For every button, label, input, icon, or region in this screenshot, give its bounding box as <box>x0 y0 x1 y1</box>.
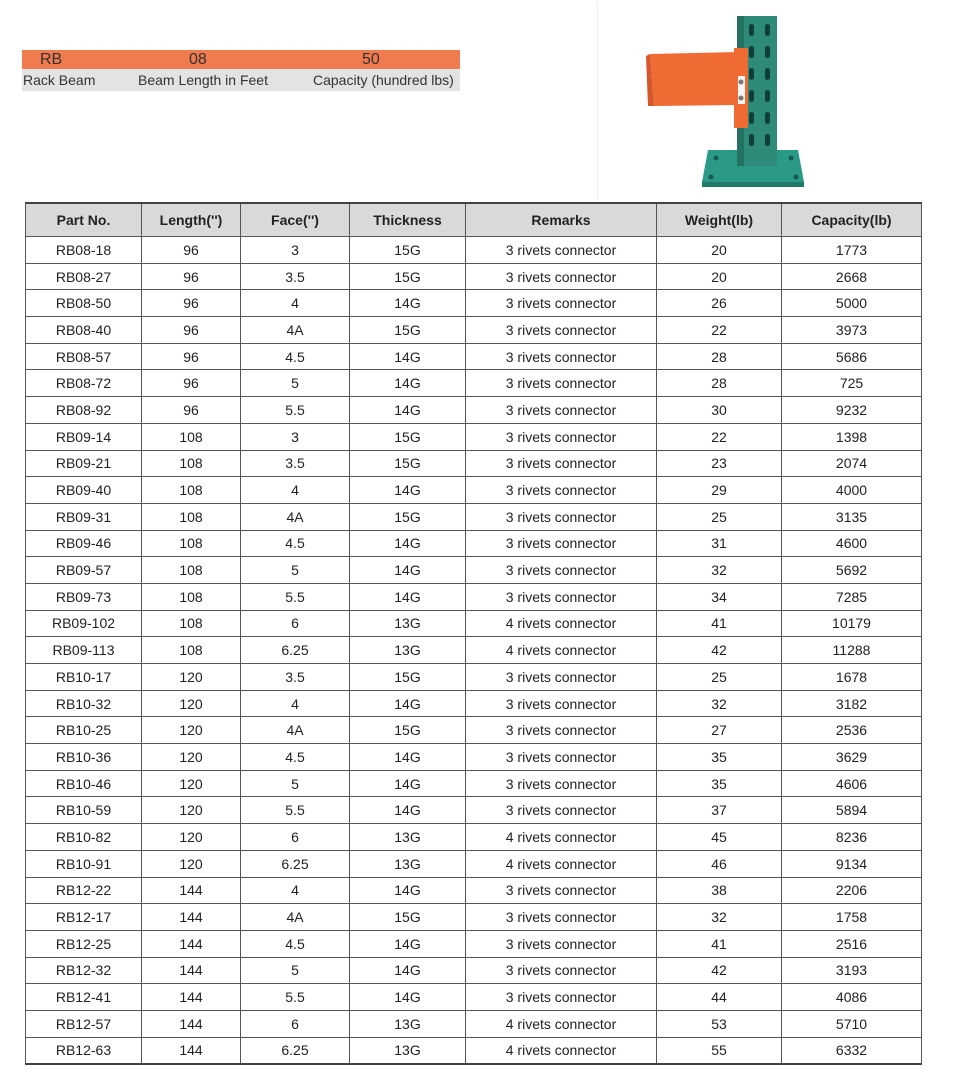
table-row <box>26 770 922 797</box>
weight-cell: 22 <box>657 423 782 450</box>
part-no-cell: RB12-63 <box>26 1037 142 1064</box>
table-row <box>26 1010 922 1037</box>
rack-beam-spec-table <box>25 202 922 1065</box>
table-row <box>26 637 922 664</box>
weight-cell: 55 <box>657 1037 782 1064</box>
capacity-cell: 2668 <box>782 263 922 290</box>
weight-cell: 25 <box>657 503 782 530</box>
col-header-part-no: Part No. <box>26 203 142 237</box>
part-no-cell: RB08-50 <box>26 290 142 317</box>
weight-cell: 41 <box>657 610 782 637</box>
face-cell: 4A <box>241 503 350 530</box>
thickness-cell: 13G <box>350 1010 466 1037</box>
remarks-cell: 3 rivets connector <box>466 797 657 824</box>
part-no-cell: RB08-40 <box>26 317 142 344</box>
length-cell: 96 <box>142 237 241 264</box>
length-cell: 108 <box>142 530 241 557</box>
legend-code-capacity: 50 <box>362 50 380 68</box>
length-cell: 108 <box>142 557 241 584</box>
thickness-cell: 13G <box>350 610 466 637</box>
face-cell: 6 <box>241 610 350 637</box>
table-header-row <box>26 203 922 237</box>
face-cell: 3.5 <box>241 263 350 290</box>
table-row <box>26 984 922 1011</box>
table-row <box>26 557 922 584</box>
table-row <box>26 290 922 317</box>
length-cell: 120 <box>142 664 241 691</box>
remarks-cell: 3 rivets connector <box>466 477 657 504</box>
capacity-cell: 10179 <box>782 610 922 637</box>
length-cell: 144 <box>142 904 241 931</box>
thickness-cell: 15G <box>350 717 466 744</box>
col-header-face: Face('') <box>241 203 350 237</box>
part-no-cell: RB08-27 <box>26 263 142 290</box>
table-row <box>26 744 922 771</box>
col-header-capacity: Capacity(lb) <box>782 203 922 237</box>
part-no-cell: RB12-41 <box>26 984 142 1011</box>
weight-cell: 38 <box>657 877 782 904</box>
table-row <box>26 423 922 450</box>
thickness-cell: 14G <box>350 343 466 370</box>
face-cell: 3 <box>241 423 350 450</box>
part-no-cell: RB10-59 <box>26 797 142 824</box>
thickness-cell: 14G <box>350 930 466 957</box>
table-row <box>26 610 922 637</box>
remarks-cell: 3 rivets connector <box>466 317 657 344</box>
thickness-cell: 14G <box>350 557 466 584</box>
thickness-cell: 13G <box>350 1037 466 1064</box>
thickness-cell: 14G <box>350 984 466 1011</box>
thickness-cell: 15G <box>350 263 466 290</box>
table-row <box>26 237 922 264</box>
weight-cell: 37 <box>657 797 782 824</box>
thickness-cell: 13G <box>350 637 466 664</box>
part-no-cell: RB08-18 <box>26 237 142 264</box>
table-row <box>26 370 922 397</box>
thickness-cell: 14G <box>350 797 466 824</box>
capacity-cell: 4606 <box>782 770 922 797</box>
length-cell: 108 <box>142 450 241 477</box>
table-row <box>26 503 922 530</box>
face-cell: 6 <box>241 824 350 851</box>
weight-cell: 25 <box>657 664 782 691</box>
weight-cell: 26 <box>657 290 782 317</box>
part-no-cell: RB09-57 <box>26 557 142 584</box>
part-no-cell: RB09-73 <box>26 583 142 610</box>
face-cell: 4A <box>241 317 350 344</box>
weight-cell: 28 <box>657 343 782 370</box>
length-cell: 108 <box>142 477 241 504</box>
weight-cell: 23 <box>657 450 782 477</box>
capacity-cell: 9134 <box>782 850 922 877</box>
face-cell: 4.5 <box>241 343 350 370</box>
legend-code-series: RB <box>40 50 63 68</box>
part-no-cell: RB10-36 <box>26 744 142 771</box>
table-row <box>26 717 922 744</box>
legend-code-length: 08 <box>189 50 207 68</box>
face-cell: 4.5 <box>241 530 350 557</box>
remarks-cell: 4 rivets connector <box>466 610 657 637</box>
face-cell: 5 <box>241 957 350 984</box>
col-header-length: Length('') <box>142 203 241 237</box>
capacity-cell: 7285 <box>782 583 922 610</box>
face-cell: 5.5 <box>241 797 350 824</box>
length-cell: 144 <box>142 957 241 984</box>
table-row <box>26 450 922 477</box>
remarks-cell: 3 rivets connector <box>466 370 657 397</box>
part-no-cell: RB10-25 <box>26 717 142 744</box>
weight-cell: 53 <box>657 1010 782 1037</box>
weight-cell: 45 <box>657 824 782 851</box>
face-cell: 3 <box>241 237 350 264</box>
thickness-cell: 14G <box>350 690 466 717</box>
table-row <box>26 397 922 424</box>
remarks-cell: 4 rivets connector <box>466 1010 657 1037</box>
length-cell: 144 <box>142 1010 241 1037</box>
remarks-cell: 3 rivets connector <box>466 557 657 584</box>
remarks-cell: 3 rivets connector <box>466 397 657 424</box>
capacity-cell: 5000 <box>782 290 922 317</box>
length-cell: 96 <box>142 370 241 397</box>
capacity-cell: 725 <box>782 370 922 397</box>
capacity-cell: 2206 <box>782 877 922 904</box>
table-row <box>26 1037 922 1064</box>
capacity-cell: 5686 <box>782 343 922 370</box>
face-cell: 5 <box>241 770 350 797</box>
weight-cell: 42 <box>657 637 782 664</box>
face-cell: 5.5 <box>241 397 350 424</box>
weight-cell: 35 <box>657 770 782 797</box>
weight-cell: 32 <box>657 904 782 931</box>
capacity-cell: 2516 <box>782 930 922 957</box>
part-no-cell: RB09-14 <box>26 423 142 450</box>
weight-cell: 31 <box>657 530 782 557</box>
weight-cell: 41 <box>657 930 782 957</box>
length-cell: 108 <box>142 583 241 610</box>
length-cell: 108 <box>142 637 241 664</box>
remarks-cell: 3 rivets connector <box>466 664 657 691</box>
face-cell: 5.5 <box>241 583 350 610</box>
thickness-cell: 14G <box>350 770 466 797</box>
capacity-cell: 1678 <box>782 664 922 691</box>
weight-cell: 22 <box>657 317 782 344</box>
face-cell: 6 <box>241 1010 350 1037</box>
remarks-cell: 3 rivets connector <box>466 904 657 931</box>
product-photo <box>597 2 860 200</box>
part-no-cell: RB10-32 <box>26 690 142 717</box>
weight-cell: 30 <box>657 397 782 424</box>
capacity-cell: 3193 <box>782 957 922 984</box>
weight-cell: 32 <box>657 557 782 584</box>
capacity-cell: 11288 <box>782 637 922 664</box>
thickness-cell: 14G <box>350 397 466 424</box>
thickness-cell: 15G <box>350 237 466 264</box>
face-cell: 3.5 <box>241 450 350 477</box>
thickness-cell: 14G <box>350 877 466 904</box>
table-row <box>26 797 922 824</box>
length-cell: 108 <box>142 610 241 637</box>
face-cell: 6.25 <box>241 850 350 877</box>
part-no-cell: RB09-46 <box>26 530 142 557</box>
weight-cell: 27 <box>657 717 782 744</box>
remarks-cell: 3 rivets connector <box>466 450 657 477</box>
face-cell: 6.25 <box>241 637 350 664</box>
remarks-cell: 3 rivets connector <box>466 530 657 557</box>
length-cell: 96 <box>142 263 241 290</box>
capacity-cell: 1773 <box>782 237 922 264</box>
thickness-cell: 15G <box>350 904 466 931</box>
weight-cell: 32 <box>657 690 782 717</box>
legend-desc-length: Beam Length in Feet <box>138 72 268 88</box>
remarks-cell: 3 rivets connector <box>466 290 657 317</box>
remarks-cell: 3 rivets connector <box>466 984 657 1011</box>
thickness-cell: 14G <box>350 530 466 557</box>
part-no-cell: RB10-82 <box>26 824 142 851</box>
length-cell: 96 <box>142 317 241 344</box>
legend-desc-capacity: Capacity (hundred lbs) <box>313 72 454 88</box>
length-cell: 120 <box>142 770 241 797</box>
weight-cell: 34 <box>657 583 782 610</box>
table-row <box>26 583 922 610</box>
remarks-cell: 3 rivets connector <box>466 263 657 290</box>
weight-cell: 42 <box>657 957 782 984</box>
remarks-cell: 3 rivets connector <box>466 930 657 957</box>
capacity-cell: 5692 <box>782 557 922 584</box>
thickness-cell: 15G <box>350 423 466 450</box>
part-no-cell: RB09-102 <box>26 610 142 637</box>
length-cell: 120 <box>142 744 241 771</box>
thickness-cell: 15G <box>350 450 466 477</box>
remarks-cell: 4 rivets connector <box>466 1037 657 1064</box>
capacity-cell: 1758 <box>782 904 922 931</box>
remarks-cell: 3 rivets connector <box>466 343 657 370</box>
length-cell: 144 <box>142 877 241 904</box>
face-cell: 4 <box>241 477 350 504</box>
face-cell: 5 <box>241 370 350 397</box>
table-row <box>26 664 922 691</box>
length-cell: 96 <box>142 290 241 317</box>
table-row <box>26 877 922 904</box>
face-cell: 4A <box>241 717 350 744</box>
table-row <box>26 317 922 344</box>
face-cell: 5 <box>241 557 350 584</box>
face-cell: 4 <box>241 877 350 904</box>
remarks-cell: 4 rivets connector <box>466 824 657 851</box>
col-header-remarks: Remarks <box>466 203 657 237</box>
legend-code-row <box>22 50 460 69</box>
col-header-thickness: Thickness <box>350 203 466 237</box>
part-no-cell: RB12-32 <box>26 957 142 984</box>
capacity-cell: 5894 <box>782 797 922 824</box>
thickness-cell: 14G <box>350 583 466 610</box>
face-cell: 4 <box>241 690 350 717</box>
thickness-cell: 14G <box>350 744 466 771</box>
length-cell: 120 <box>142 717 241 744</box>
capacity-cell: 4600 <box>782 530 922 557</box>
remarks-cell: 3 rivets connector <box>466 503 657 530</box>
table-row <box>26 904 922 931</box>
table-row <box>26 957 922 984</box>
capacity-cell: 3135 <box>782 503 922 530</box>
length-cell: 96 <box>142 397 241 424</box>
capacity-cell: 4086 <box>782 984 922 1011</box>
table-row <box>26 263 922 290</box>
length-cell: 108 <box>142 503 241 530</box>
length-cell: 144 <box>142 1037 241 1064</box>
capacity-cell: 1398 <box>782 423 922 450</box>
thickness-cell: 14G <box>350 477 466 504</box>
part-no-cell: RB12-17 <box>26 904 142 931</box>
part-no-cell: RB09-40 <box>26 477 142 504</box>
part-no-cell: RB09-21 <box>26 450 142 477</box>
length-cell: 144 <box>142 930 241 957</box>
thickness-cell: 13G <box>350 850 466 877</box>
capacity-cell: 9232 <box>782 397 922 424</box>
col-header-weight: Weight(lb) <box>657 203 782 237</box>
face-cell: 5.5 <box>241 984 350 1011</box>
remarks-cell: 3 rivets connector <box>466 583 657 610</box>
capacity-cell: 8236 <box>782 824 922 851</box>
weight-cell: 20 <box>657 263 782 290</box>
weight-cell: 20 <box>657 237 782 264</box>
rack-beam-connector-upright-icon <box>598 2 860 200</box>
length-cell: 120 <box>142 797 241 824</box>
capacity-cell: 3973 <box>782 317 922 344</box>
part-no-cell: RB08-72 <box>26 370 142 397</box>
length-cell: 120 <box>142 824 241 851</box>
capacity-cell: 6332 <box>782 1037 922 1064</box>
remarks-cell: 3 rivets connector <box>466 770 657 797</box>
length-cell: 108 <box>142 423 241 450</box>
face-cell: 4 <box>241 290 350 317</box>
part-no-cell: RB12-57 <box>26 1010 142 1037</box>
table-row <box>26 690 922 717</box>
part-no-cell: RB08-92 <box>26 397 142 424</box>
table-body <box>26 237 922 1065</box>
face-cell: 4A <box>241 904 350 931</box>
weight-cell: 44 <box>657 984 782 1011</box>
remarks-cell: 4 rivets connector <box>466 850 657 877</box>
part-no-cell: RB12-22 <box>26 877 142 904</box>
remarks-cell: 3 rivets connector <box>466 717 657 744</box>
capacity-cell: 3182 <box>782 690 922 717</box>
remarks-cell: 3 rivets connector <box>466 690 657 717</box>
table-row <box>26 530 922 557</box>
table-row <box>26 343 922 370</box>
length-cell: 96 <box>142 343 241 370</box>
thickness-cell: 14G <box>350 957 466 984</box>
part-no-cell: RB09-31 <box>26 503 142 530</box>
weight-cell: 46 <box>657 850 782 877</box>
remarks-cell: 3 rivets connector <box>466 744 657 771</box>
face-cell: 4.5 <box>241 930 350 957</box>
part-no-cell: RB08-57 <box>26 343 142 370</box>
thickness-cell: 14G <box>350 290 466 317</box>
length-cell: 120 <box>142 850 241 877</box>
part-number-legend <box>22 50 460 91</box>
weight-cell: 29 <box>657 477 782 504</box>
weight-cell: 28 <box>657 370 782 397</box>
capacity-cell: 2536 <box>782 717 922 744</box>
table-row <box>26 477 922 504</box>
thickness-cell: 15G <box>350 317 466 344</box>
remarks-cell: 3 rivets connector <box>466 877 657 904</box>
part-no-cell: RB09-113 <box>26 637 142 664</box>
part-no-cell: RB10-17 <box>26 664 142 691</box>
legend-description-row <box>22 69 460 91</box>
legend-desc-series: Rack Beam <box>23 72 96 88</box>
capacity-cell: 2074 <box>782 450 922 477</box>
capacity-cell: 5710 <box>782 1010 922 1037</box>
table-row <box>26 850 922 877</box>
part-no-cell: RB12-25 <box>26 930 142 957</box>
remarks-cell: 3 rivets connector <box>466 237 657 264</box>
face-cell: 6.25 <box>241 1037 350 1064</box>
remarks-cell: 4 rivets connector <box>466 637 657 664</box>
face-cell: 3.5 <box>241 664 350 691</box>
capacity-cell: 3629 <box>782 744 922 771</box>
thickness-cell: 13G <box>350 824 466 851</box>
length-cell: 120 <box>142 690 241 717</box>
length-cell: 144 <box>142 984 241 1011</box>
weight-cell: 35 <box>657 744 782 771</box>
remarks-cell: 3 rivets connector <box>466 423 657 450</box>
capacity-cell: 4000 <box>782 477 922 504</box>
remarks-cell: 3 rivets connector <box>466 957 657 984</box>
table-row <box>26 824 922 851</box>
thickness-cell: 15G <box>350 664 466 691</box>
thickness-cell: 14G <box>350 370 466 397</box>
part-no-cell: RB10-46 <box>26 770 142 797</box>
face-cell: 4.5 <box>241 744 350 771</box>
thickness-cell: 15G <box>350 503 466 530</box>
table-row <box>26 930 922 957</box>
part-no-cell: RB10-91 <box>26 850 142 877</box>
